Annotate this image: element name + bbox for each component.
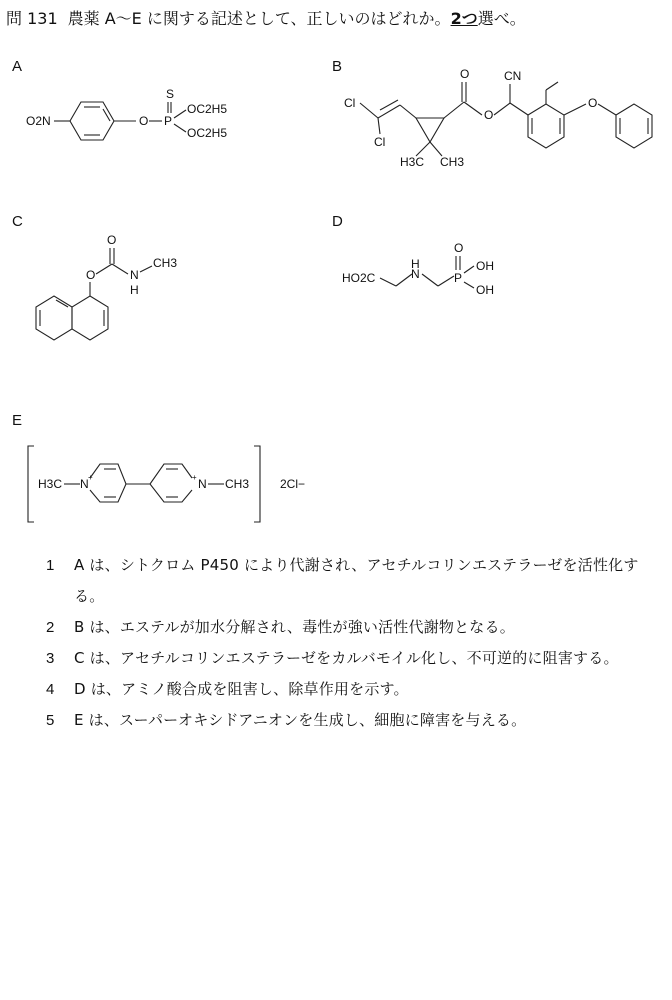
counter-ion: 2Cl− [280, 477, 306, 491]
right-bracket [254, 446, 260, 522]
choice-4[interactable] [46, 674, 666, 705]
structure-e-label: E [12, 412, 23, 429]
charge-2: + [192, 473, 197, 482]
structure-d-label: D [332, 213, 343, 230]
choice-1[interactable] [46, 550, 666, 612]
methyl-2: CH3 [440, 155, 465, 169]
carbonyl-oxygen: O [107, 233, 117, 247]
ethoxy-1: OC2H5 [187, 102, 228, 116]
pyridinium-ring-1 [90, 464, 126, 502]
carboxyl-group: HO2C [342, 271, 376, 285]
n-methyl-2: CH3 [225, 477, 250, 491]
structure-e [20, 440, 340, 528]
choice-text: C は、アセチルコリンエステラーゼをカルバモイル化し、不可逆的に阻害する。 [74, 649, 619, 667]
choice-text: D は、アミノ酸合成を阻害し、除草作用を示す。 [74, 680, 409, 698]
thio-sulfur: S [166, 87, 175, 101]
structure-b [320, 60, 672, 190]
pyridinium-ring-2 [150, 464, 192, 502]
benzene-ring [70, 102, 114, 140]
naphthalene-ring-2 [36, 296, 72, 340]
choice-number: 3 [46, 650, 55, 667]
amine-hydrogen: H [130, 283, 139, 297]
pyridinium-nitrogen-2: N [198, 477, 207, 491]
amine-hydrogen: H [411, 257, 420, 271]
structure-b-label: B [332, 58, 343, 75]
choice-2[interactable] [46, 612, 666, 643]
choice-text: E は、スーパーオキシドアニオンを生成し、細胞に障害を与える。 [74, 711, 527, 729]
ester-oxygen: O [86, 268, 96, 282]
question-stem-text: 農薬 A～E に関する記述として、正しいのはどれか。 [67, 9, 451, 28]
question-stem [6, 6, 526, 29]
ether-oxygen: O [139, 114, 149, 128]
chlorine-2: Cl [374, 135, 386, 149]
structure-c [0, 226, 230, 356]
question-stem-end: 選べ。 [477, 9, 526, 28]
cyclopropane-ring [416, 118, 444, 142]
question-number: 問 131 [6, 9, 58, 28]
carbonyl-oxygen: O [460, 67, 470, 81]
choice-number: 1 [46, 557, 55, 574]
choice-5[interactable] [46, 705, 666, 736]
phosphorus: P [164, 114, 173, 128]
choice-number: 5 [46, 712, 55, 729]
answer-choices [46, 550, 666, 736]
phenyl-ring-1 [528, 104, 564, 148]
n-methyl: CH3 [153, 256, 178, 270]
left-bracket [28, 446, 34, 522]
pyridinium-nitrogen-1: N [80, 477, 89, 491]
structure-d [330, 240, 530, 310]
hydroxyl-1: OH [476, 259, 494, 273]
cyano-group: CN [504, 69, 522, 83]
choice-number: 2 [46, 619, 55, 636]
n-methyl-1: H3C [38, 477, 63, 491]
structure-a-label: A [12, 58, 23, 75]
structure-a [0, 80, 300, 160]
answer-count: 2つ [450, 9, 478, 28]
amine-nitrogen: N [411, 267, 420, 281]
phosphoryl-oxygen: O [454, 241, 464, 255]
ester-oxygen: O [484, 108, 494, 122]
choice-number: 4 [46, 681, 55, 698]
hydroxyl-2: OH [476, 283, 494, 297]
choice-3[interactable] [46, 643, 666, 674]
ether-oxygen: O [588, 96, 598, 110]
methyl-1: H3C [400, 155, 425, 169]
choice-text: B は、エステルが加水分解され、毒性が強い活性代謝物となる。 [74, 618, 515, 636]
charge-1: + [88, 473, 93, 482]
choice-text: A は、シトクロム P450 により代謝され、アセチルコリンエステラーゼを活性化する。 [74, 556, 639, 605]
nitro-group: O2N [26, 114, 51, 128]
ethoxy-2: OC2H5 [187, 126, 228, 140]
phenyl-ring-2 [616, 104, 652, 148]
phosphorus: P [454, 271, 463, 285]
naphthalene-ring-1 [72, 296, 108, 340]
chlorine-1: Cl [344, 96, 356, 110]
amine-nitrogen: N [130, 268, 139, 282]
structure-c-label: C [12, 213, 23, 230]
